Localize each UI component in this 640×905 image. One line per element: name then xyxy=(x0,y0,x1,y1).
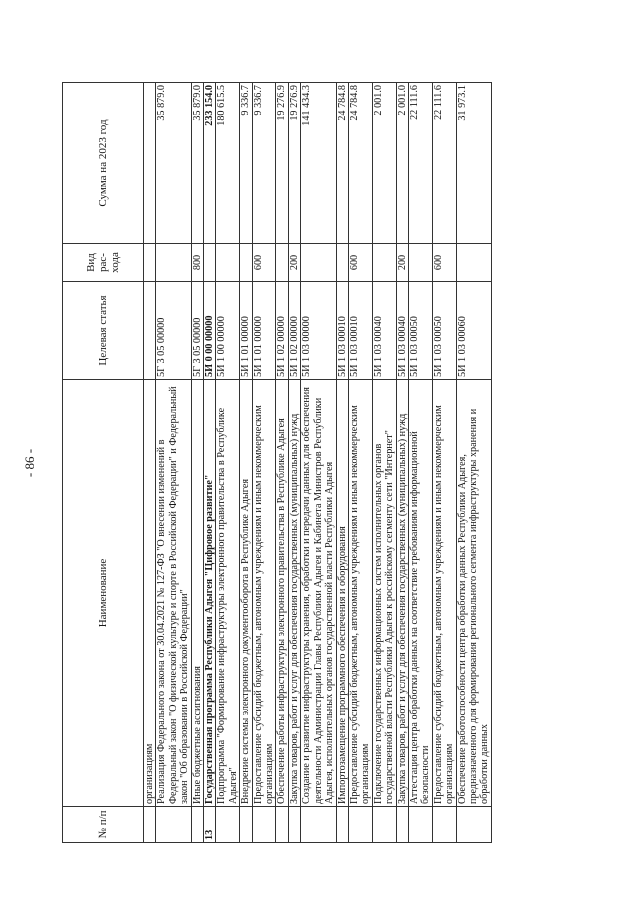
row-no xyxy=(456,807,491,843)
row-vid xyxy=(240,244,252,282)
table-row xyxy=(204,83,216,843)
row-vid xyxy=(276,244,288,282)
row-name: Предоставление субсидий бюджетным, автономным учреждениям и иным некоммерческим организациям xyxy=(252,380,276,807)
table-row xyxy=(276,83,288,843)
row-sum: 22 111.6 xyxy=(432,83,456,244)
row-vid xyxy=(156,244,191,282)
row-name: Аттестация центра обработки данных на соответствие требованиям информационной безопасности xyxy=(408,380,432,807)
table-row xyxy=(432,83,456,843)
row-vid: 600 xyxy=(348,244,372,282)
row-name: Внедрение системы электронного документооборота в Республике Адыгея xyxy=(240,380,252,807)
row-vid: 200 xyxy=(396,244,408,282)
table-row xyxy=(396,83,408,843)
budget-table xyxy=(62,82,492,843)
row-name: Обеспечение работоспособности центра обработки данных Республики Адыгея, предназначенного для формирования регионального сегмента инфраструктуры хранения и обработки данных xyxy=(456,380,491,807)
rotated-page xyxy=(22,83,570,843)
table-row xyxy=(372,83,396,843)
row-code: 5И 1 03 00050 xyxy=(408,282,432,380)
row-code: 5И 1 02 00000 xyxy=(276,282,288,380)
row-no xyxy=(276,807,288,843)
row-vid xyxy=(204,244,216,282)
row-sum: 141 434.3 xyxy=(301,83,336,244)
row-vid xyxy=(216,244,240,282)
row-code: 5И 1 03 00050 xyxy=(432,282,456,380)
row-code: 5И 1 03 00040 xyxy=(372,282,396,380)
row-sum: 22 111.6 xyxy=(408,83,432,244)
row-sum: 19 276.9 xyxy=(276,83,288,244)
row-code: 5И 0 00 00000 xyxy=(204,282,216,380)
row-no xyxy=(216,807,240,843)
page-number: - 86 - xyxy=(22,448,37,478)
table-row xyxy=(156,83,191,843)
row-name: Закупка товаров, работ и услуг для обеспечения государственных (муниципальных) нужд xyxy=(288,380,300,807)
table-row xyxy=(216,83,240,843)
row-sum: 24 784.8 xyxy=(336,83,348,244)
row-no xyxy=(156,807,191,843)
row-sum xyxy=(144,83,156,244)
header-row xyxy=(63,83,144,843)
row-no: 13 xyxy=(204,807,216,843)
table-row xyxy=(336,83,348,843)
row-code: 5И 1 01 00000 xyxy=(240,282,252,380)
row-no xyxy=(396,807,408,843)
row-vid xyxy=(144,244,156,282)
row-sum: 31 973.1 xyxy=(456,83,491,244)
row-no xyxy=(372,807,396,843)
row-code: 5Г 3 05 00000 xyxy=(191,282,203,380)
row-vid xyxy=(456,244,491,282)
row-sum: 2 001.0 xyxy=(372,83,396,244)
header-name: Наименование xyxy=(63,380,144,807)
row-sum: 35 879.0 xyxy=(156,83,191,244)
row-no xyxy=(301,807,336,843)
row-sum: 35 879.0 xyxy=(191,83,203,244)
row-name: Подключение государственных информационных систем исполнительных органов государственной власти Республики Адыгея к российскому сегменту сети "Интернет" xyxy=(372,380,396,807)
header-sum: Сумма на 2023 год xyxy=(63,83,144,244)
row-vid: 600 xyxy=(252,244,276,282)
row-sum: 9 336.7 xyxy=(252,83,276,244)
row-name: Создание и развитие инфраструктуры хранения, обработки и передачи данных для обеспечения деятельности Администрации Главы Республики Адыгея и Кабинета Министров Республики Адыгея, исполнительных органов государственной власти Республики Адыгея xyxy=(301,380,336,807)
row-no xyxy=(336,807,348,843)
table-row xyxy=(252,83,276,843)
table-row xyxy=(301,83,336,843)
row-name: организациям xyxy=(144,380,156,807)
table-row xyxy=(456,83,491,843)
table-row xyxy=(408,83,432,843)
row-no xyxy=(408,807,432,843)
row-code: 5И 1 03 00010 xyxy=(348,282,372,380)
row-code: 5И 1 03 00010 xyxy=(336,282,348,380)
row-code: 5И 1 01 00000 xyxy=(252,282,276,380)
row-no xyxy=(348,807,372,843)
header-vid: Вид рас-хода xyxy=(63,244,144,282)
row-vid xyxy=(336,244,348,282)
row-vid xyxy=(372,244,396,282)
row-no xyxy=(252,807,276,843)
row-no xyxy=(144,807,156,843)
row-code: 5И 1 02 00000 xyxy=(288,282,300,380)
row-no xyxy=(288,807,300,843)
table-row xyxy=(191,83,203,843)
row-name: Предоставление субсидий бюджетным, автономным учреждениям и иным некоммерческим организациям xyxy=(432,380,456,807)
row-vid xyxy=(301,244,336,282)
row-code xyxy=(144,282,156,380)
header-code: Целевая статья xyxy=(63,282,144,380)
row-vid xyxy=(408,244,432,282)
row-name: Государственная программа Республики Адыгея "Цифровое развитие" xyxy=(204,380,216,807)
row-code: 5Г 3 05 00000 xyxy=(156,282,191,380)
row-no xyxy=(191,807,203,843)
table-row xyxy=(288,83,300,843)
row-sum: 24 784.8 xyxy=(348,83,372,244)
row-no xyxy=(432,807,456,843)
table-row xyxy=(348,83,372,843)
row-sum: 233 154.0 xyxy=(204,83,216,244)
row-name: Реализация Федерального закона от 30.04.2021 № 127-ФЗ "О внесении изменений в Федеральный закон "О физической культуре и спорте в Российской Федерации" и Федеральный закон "Об образовании в Российской Федерации" xyxy=(156,380,191,807)
row-vid: 800 xyxy=(191,244,203,282)
row-code: 5И 1 03 00000 xyxy=(301,282,336,380)
row-name: Подпрограмма "Формирование инфраструктуры электронного правительства в Республике Адыгея" xyxy=(216,380,240,807)
row-code: 5И 1 03 00040 xyxy=(396,282,408,380)
row-name: Закупка товаров, работ и услуг для обеспечения государственных (муниципальных) нужд xyxy=(396,380,408,807)
table-row xyxy=(144,83,156,843)
row-code: 5И 1 03 00060 xyxy=(456,282,491,380)
row-vid: 200 xyxy=(288,244,300,282)
row-name: Импортозамещение программного обеспечения и оборудования xyxy=(336,380,348,807)
row-name: Иные бюджетные ассигнования xyxy=(191,380,203,807)
row-name: Предоставление субсидий бюджетным, автономным учреждениям и иным некоммерческим организациям xyxy=(348,380,372,807)
row-code: 5И 1 00 00000 xyxy=(216,282,240,380)
row-name: Обеспечение работы инфраструктуры электронного правительства в Республике Адыгея xyxy=(276,380,288,807)
row-sum: 19 276.9 xyxy=(288,83,300,244)
row-sum: 9 336.7 xyxy=(240,83,252,244)
table-row xyxy=(240,83,252,843)
row-no xyxy=(240,807,252,843)
header-no: № п/п xyxy=(63,807,144,843)
row-sum: 180 615.5 xyxy=(216,83,240,244)
row-sum: 2 001.0 xyxy=(396,83,408,244)
row-vid: 600 xyxy=(432,244,456,282)
